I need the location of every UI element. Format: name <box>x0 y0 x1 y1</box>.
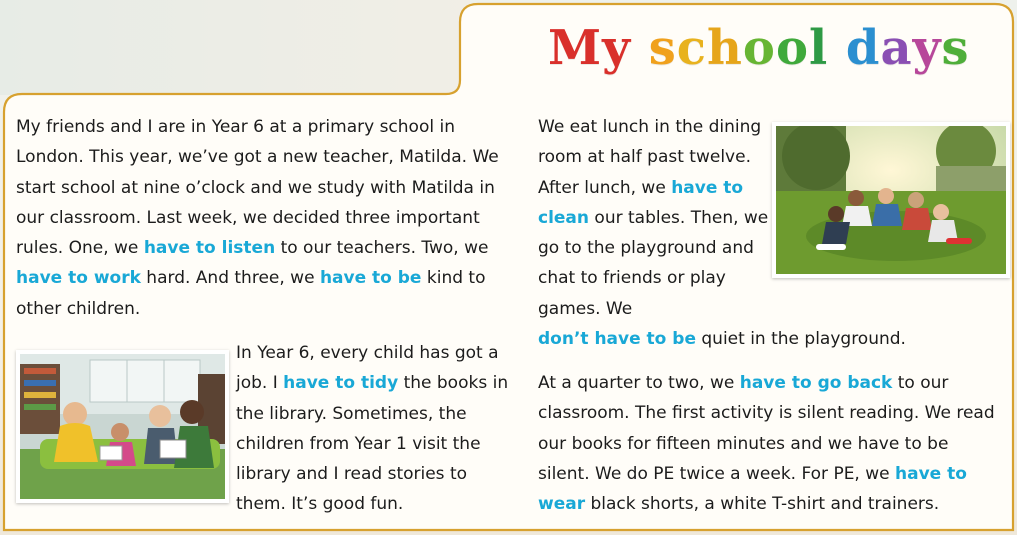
text-segment: to our teachers. Two, we <box>275 238 489 259</box>
text-segment: At a quarter to two, we <box>538 373 740 393</box>
title-letter <box>828 20 846 76</box>
title-letter: h <box>707 20 743 76</box>
title-letter: l <box>808 20 829 76</box>
title-letter: M <box>548 20 603 76</box>
text-segment: black shorts, a white T-shirt and trainers. <box>585 494 940 515</box>
text-segment: to our classroom. The first activity is silent reading. We read our books for fifteen minutes and we have to be silent. We do PE twice a week. For PE, we <box>538 373 995 484</box>
title-letter: c <box>676 20 708 76</box>
text-segment: We eat lunch in the dining room at half past twelve. After lunch, we <box>538 117 762 198</box>
text-segment: quiet in the playground. <box>695 329 906 349</box>
highlighted-phrase: have to tidy <box>283 373 399 394</box>
text-segment: the books in the library. Sometimes, the children from Year 1 visit the library and I read stories to them. It’s good fun. <box>236 373 509 515</box>
highlighted-phrase: have to wear <box>538 463 967 515</box>
text-segment: hard. And three, we <box>140 268 320 289</box>
paragraph-lunch <box>538 112 773 324</box>
highlighted-phrase: have to listen <box>143 238 276 259</box>
title-letter: a <box>880 20 913 76</box>
highlighted-phrase: have to clean <box>538 177 744 228</box>
playground-photo-illustration <box>776 126 1006 274</box>
library-photo-illustration <box>20 354 225 499</box>
library-photo <box>16 350 229 503</box>
highlighted-phrase: have to go back <box>739 373 893 393</box>
highlighted-phrase: have to be <box>319 268 422 289</box>
paragraph-afternoon <box>538 368 998 519</box>
title-letter: s <box>648 20 677 76</box>
title-letter: y <box>602 20 632 76</box>
highlighted-phrase: don’t have to be <box>538 329 696 349</box>
paragraph-playground <box>538 324 978 354</box>
paragraph-library-job <box>236 338 521 520</box>
text-segment: our tables. Then, we go to the playground and chat to friends or play games. We <box>538 207 769 319</box>
title-letter: s <box>941 20 970 76</box>
text-segment: kind to other children. <box>16 268 486 319</box>
title-letter: o <box>775 20 809 76</box>
title-letter <box>631 20 649 76</box>
highlighted-phrase: have to work <box>16 268 141 289</box>
page-title <box>548 20 970 76</box>
paragraph-rules <box>16 112 521 324</box>
text-segment: In Year 6, every child has got a job. I <box>236 343 499 394</box>
playground-photo <box>772 122 1010 278</box>
title-letter: o <box>742 20 776 76</box>
title-letter: d <box>845 20 881 76</box>
text-segment: My friends and I are in Year 6 at a primary school in London. This year, we’ve got a new teacher, Matilda. We start school at nine o’clock and we study with Matilda in our classroom. Last week, we decided three important rules. One, we <box>16 117 499 259</box>
title-letter: y <box>912 20 942 76</box>
